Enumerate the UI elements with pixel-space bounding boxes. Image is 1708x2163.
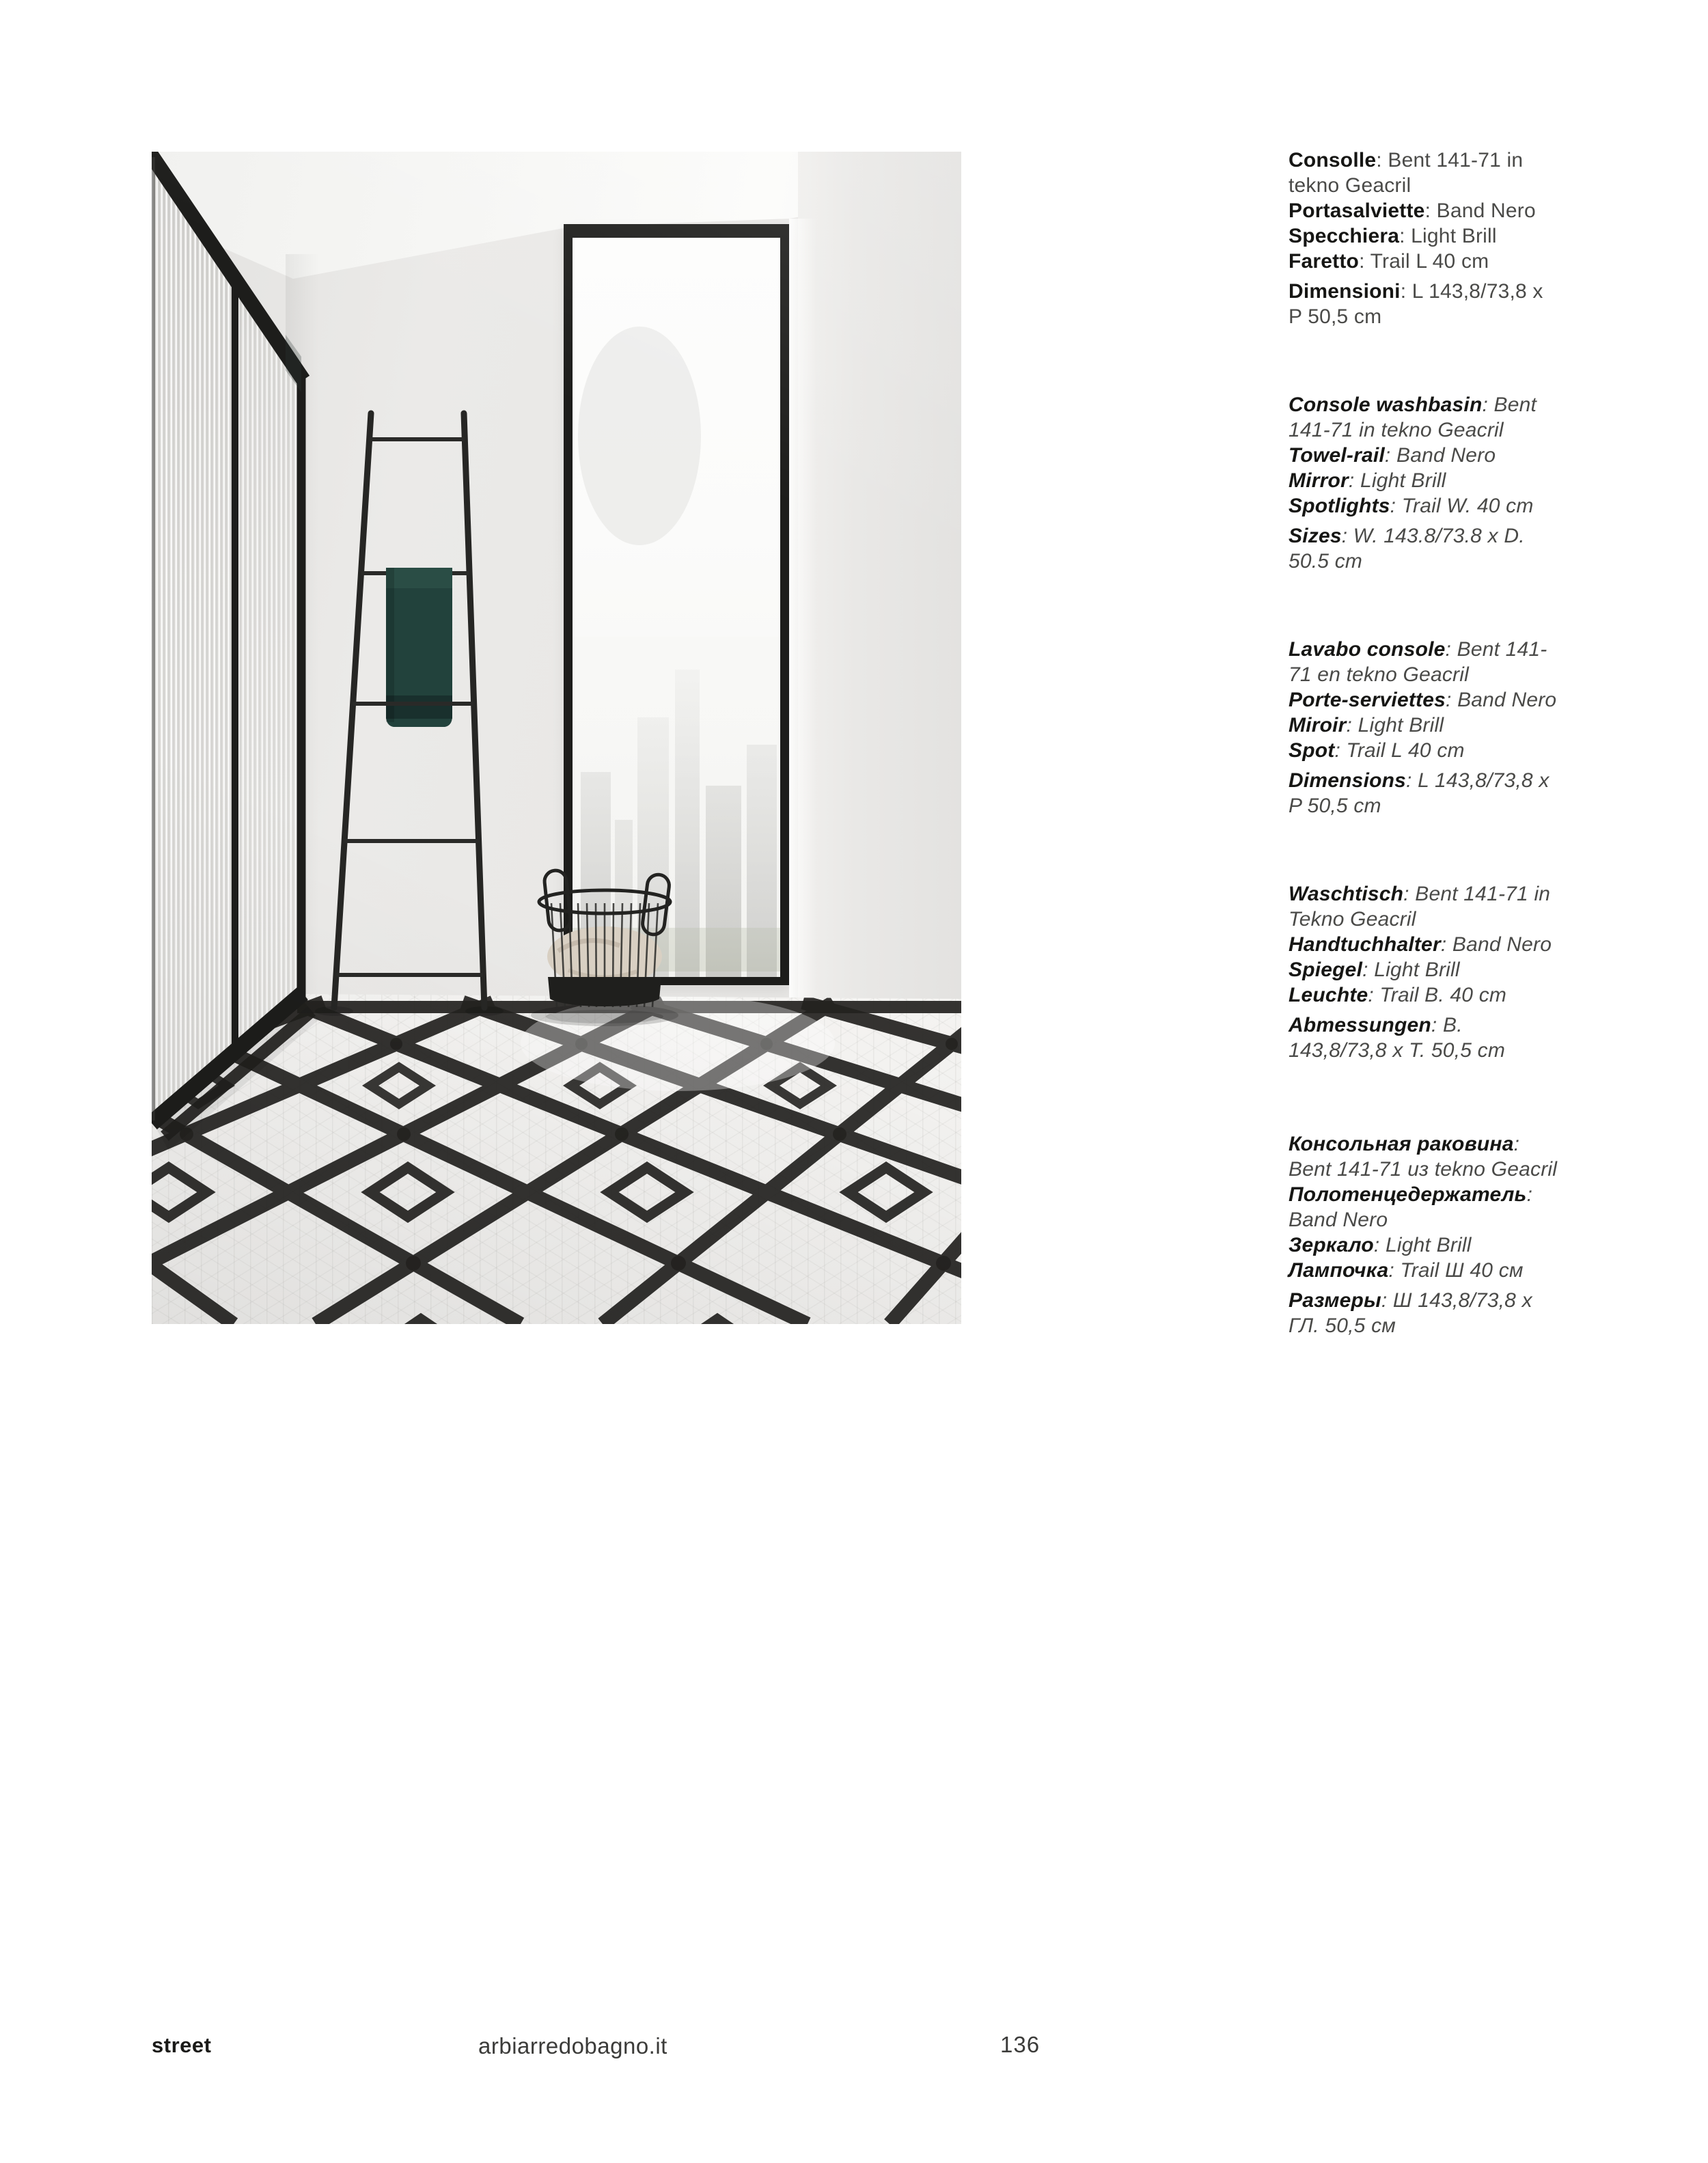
glass-partition-frame: [152, 152, 303, 1123]
page-number: 136: [1000, 2032, 1041, 2057]
collection-name: street: [152, 2033, 212, 2057]
spec-row: Portasalviette : Band Nero: [1289, 198, 1562, 223]
spec-row: Console washbasin : Bent 141-71 in tekno Geacril: [1289, 392, 1562, 443]
spec-block-english: [1289, 392, 1562, 574]
basket-handle: [543, 870, 571, 932]
spec-row: Консольная раковина: Bent 141-71 из tekno Geacril: [1289, 1131, 1562, 1182]
spec-row: Spiegel : Light Brill: [1289, 957, 1562, 982]
spec-row: Leuchte : Trail B. 40 cm: [1289, 982, 1562, 1008]
spec-row: Faretto : Trail L 40 cm: [1289, 249, 1562, 274]
spec-row: Specchiera : Light Brill: [1289, 223, 1562, 249]
spec-row: Consolle : Bent 141-71 in tekno Geacril: [1289, 148, 1562, 198]
product-photo: [152, 152, 961, 1324]
spec-row: Зеркало : Light Brill: [1289, 1232, 1562, 1258]
spec-row: Waschtisch : Bent 141-71 in Tekno Geacril: [1289, 881, 1562, 932]
wire-basket: [539, 870, 670, 1007]
spec-dimensions: Sizes : W. 143.8/73.8 x D. 50.5 cm: [1289, 523, 1562, 574]
spec-dimensions: Dimensions : L 143,8/73,8 x P 50,5 cm: [1289, 768, 1562, 818]
website-url: arbiarredobagno.it: [478, 2033, 667, 2058]
spec-row: Spot : Trail L 40 cm: [1289, 738, 1562, 763]
spec-block-german: [1289, 881, 1562, 1063]
spec-row: Handtuchhalter : Band Nero: [1289, 932, 1562, 957]
spec-row: Towel-rail : Band Nero: [1289, 443, 1562, 468]
spec-dimensions: Dimensioni : L 143,8/73,8 x P 50,5 cm: [1289, 279, 1562, 329]
spec-row: Полотенцедержатель: Band Nero: [1289, 1182, 1562, 1232]
spec-block-italian: [1289, 148, 1562, 329]
towel-ladder: [334, 413, 484, 1008]
spec-row: Miroir : Light Brill: [1289, 713, 1562, 738]
spec-row: Mirror : Light Brill: [1289, 468, 1562, 493]
spec-row: Porte-serviettes : Band Nero: [1289, 687, 1562, 713]
spec-row: Lavabo console : Bent 141-71 en tekno Geacril: [1289, 637, 1562, 687]
spec-row: Spotlights : Trail W. 40 cm: [1289, 493, 1562, 519]
spec-block-french: [1289, 637, 1562, 818]
spec-dimensions: Abmessungen : B. 143,8/73,8 x T. 50,5 cm: [1289, 1012, 1562, 1063]
scene-line-art: [152, 152, 961, 1324]
spec-block-russian: [1289, 1131, 1562, 1338]
spec-row: Лампочка : Trail Ш 40 см: [1289, 1258, 1562, 1283]
spec-dimensions: Размеры : Ш 143,8/73,8 x ГЛ. 50,5 см: [1289, 1288, 1562, 1338]
